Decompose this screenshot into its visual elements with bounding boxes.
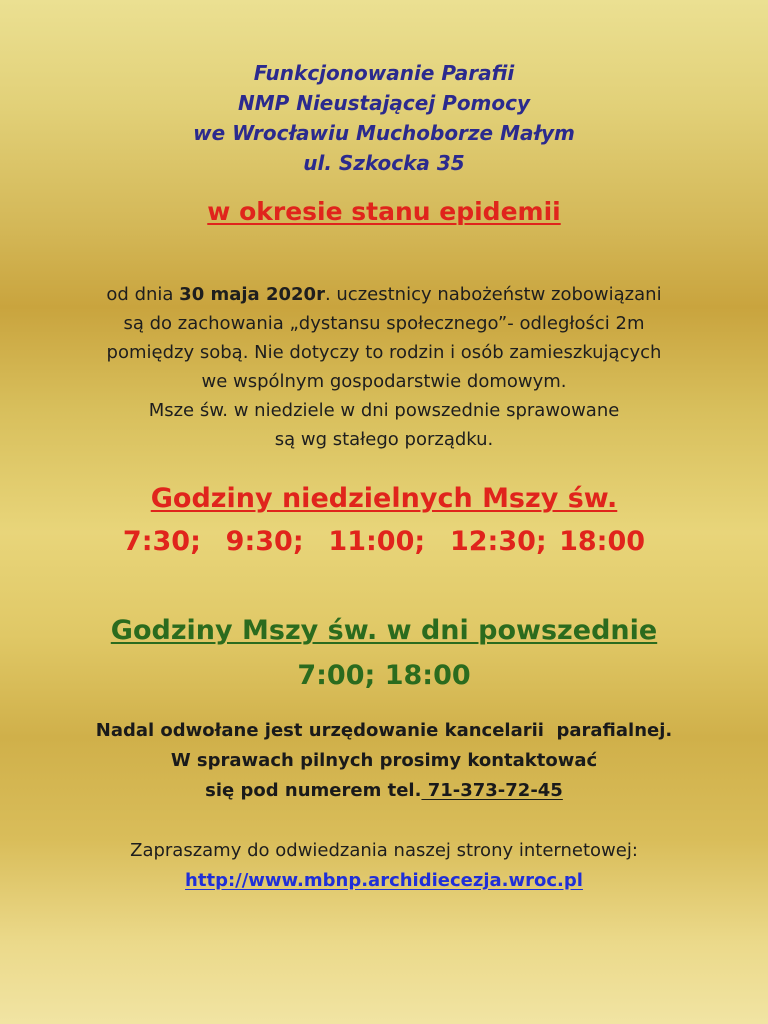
website-link-line	[0, 866, 768, 896]
notice-line-3-prefix: się pod numerem tel.	[205, 780, 422, 801]
parish-header	[0, 58, 768, 178]
info-line-1	[0, 280, 768, 309]
info-paragraph	[0, 280, 768, 454]
weekday-mass-times: 7:00; 18:00	[297, 660, 471, 691]
phone-number[interactable]: 71-373-72-45	[421, 780, 563, 801]
info-line-4: we wspólnym gospodarstwie domowym.	[201, 371, 567, 392]
sunday-mass-title-text: Godziny niedzielnych Mszy św.	[150, 483, 618, 514]
info-line-1-prefix: od dnia	[106, 284, 180, 305]
sunday-mass-times: 7:30; 9:30; 11:00; 12:30; 18:00	[122, 526, 646, 557]
info-line-3: pomiędzy sobą. Nie dotyczy to rodzin i osób zamieszkujących	[106, 342, 662, 363]
notice-line-1: Nadal odwołane jest urzędowanie kancelarii parafialnej.	[95, 720, 673, 741]
info-line-5: Msze św. w niedziele w dni powszednie sprawowane	[148, 400, 620, 421]
sunday-mass-title	[0, 480, 768, 518]
header-line-1: Funkcjonowanie Parafii	[253, 61, 515, 85]
info-date: 30 maja 2020r	[179, 284, 325, 305]
info-line-1-suffix: . uczestnicy nabożeństw zobowiązani	[324, 284, 662, 305]
header-line-3: we Wrocławiu Muchoborze Małym	[193, 121, 575, 145]
epidemic-title	[0, 195, 768, 229]
notice-line-3	[0, 776, 768, 806]
info-line-6: są wg stałego porządku.	[274, 429, 494, 450]
notice-line-2: W sprawach pilnych prosimy kontaktować	[170, 750, 598, 771]
weekday-mass-title-text: Godziny Mszy św. w dni powszednie	[110, 615, 658, 646]
invite-text: Zapraszamy do odwiedzania naszej strony internetowej:	[130, 840, 638, 861]
header-line-2: NMP Nieustającej Pomocy	[237, 91, 531, 115]
website-invite	[0, 836, 768, 896]
header-address: ul. Szkocka 35	[303, 151, 465, 175]
website-link[interactable]: http://www.mbnp.archidiecezja.wroc.pl	[185, 870, 583, 891]
epidemic-title-text: w okresie stanu epidemii	[207, 197, 561, 226]
info-line-2: są do zachowania „dystansu społecznego”- odległości 2m	[123, 313, 645, 334]
weekday-mass-title	[0, 612, 768, 650]
office-notice	[0, 716, 768, 806]
